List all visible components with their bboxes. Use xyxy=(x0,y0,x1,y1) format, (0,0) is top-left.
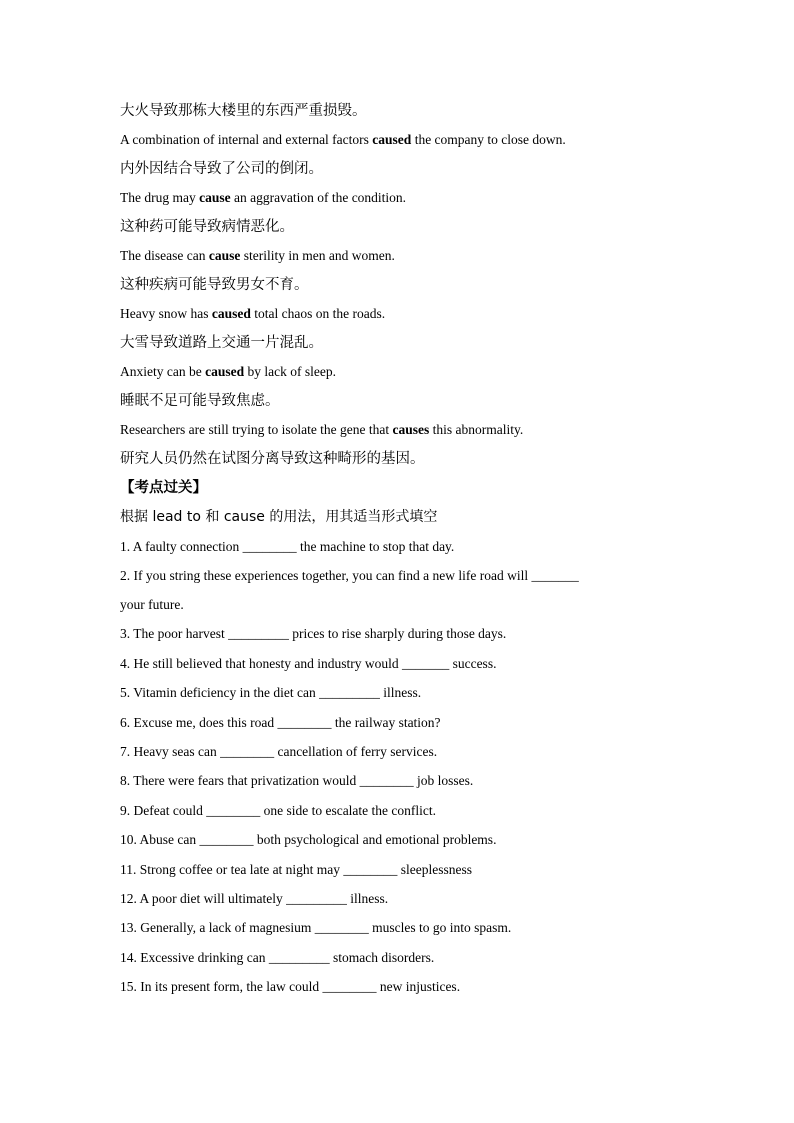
question-item: 2. If you string these experiences together, you can find a new life road will _______ xyxy=(120,568,579,584)
question-item: 15. In its present form, the law could ________ new injustices. xyxy=(120,979,461,995)
question-item: 5. Vitamin deficiency in the diet can _________ illness. xyxy=(120,685,422,701)
example-en: The drug may cause an aggravation of the condition. xyxy=(120,190,407,205)
question-item: 7. Heavy seas can ________ cancellation of ferry services. xyxy=(120,743,438,759)
question-item: 13. Generally, a lack of magnesium ________ muscles to go into spasm. xyxy=(120,920,512,936)
example-cn: 这种药可能导致病情恶化。 xyxy=(120,219,294,235)
question-item-continuation: your future. xyxy=(120,597,184,613)
exercise-instruction: 根据 lead to 和 cause 的用法，用其适当形式填空 xyxy=(120,509,438,525)
question-item: 10. Abuse can ________ both psychological and emotional problems. xyxy=(120,832,497,848)
question-item: 3. The poor harvest _________ prices to rise sharply during those days. xyxy=(120,626,507,642)
example-en: Anxiety can be caused by lack of sleep. xyxy=(120,364,336,379)
question-item: 14. Excessive drinking can _________ stomach disorders. xyxy=(120,949,435,965)
question-item: 9. Defeat could ________ one side to escalate the conflict. xyxy=(120,802,437,818)
question-item: 4. He still believed that honesty and industry would _______ success. xyxy=(120,655,497,671)
question-item: 6. Excuse me, does this road ________ the railway station? xyxy=(120,714,441,730)
example-cn: 研究人员仍然在试图分离导致这种畸形的基因。 xyxy=(120,451,425,467)
document-content xyxy=(120,96,680,1001)
example-cn: 内外因结合导致了公司的倒闭。 xyxy=(120,161,323,177)
question-item: 11. Strong coffee or tea late at night may ________ sleeplessness xyxy=(120,861,473,877)
keyword: causes xyxy=(392,422,430,437)
example-cn: 大雪导致道路上交通一片混乱。 xyxy=(120,335,323,351)
question-item: 1. A faulty connection ________ the machine to stop that day. xyxy=(120,539,455,554)
section-heading: 【考点过关】 xyxy=(120,480,207,496)
keyword: cause xyxy=(208,248,241,263)
question-item: 12. A poor diet will ultimately _________ illness. xyxy=(120,890,389,906)
example-en: Researchers are still trying to isolate the gene that causes this abnormality. xyxy=(120,422,524,437)
example-en: The disease can cause sterility in men and women. xyxy=(120,248,395,263)
keyword: cause xyxy=(199,190,231,205)
question-item: 8. There were fears that privatization would ________ job losses. xyxy=(120,773,474,789)
example-en: Heavy snow has caused total chaos on the roads. xyxy=(120,306,386,321)
example-cn: 睡眠不足可能导致焦虑。 xyxy=(120,393,280,409)
example-cn: 大火导致那栋大楼里的东西严重损毁。 xyxy=(120,103,367,119)
example-cn: 这种疾病可能导致男女不育。 xyxy=(120,277,309,293)
keyword: caused xyxy=(205,364,245,379)
example-en: A combination of internal and external factors caused the company to close down. xyxy=(120,132,566,147)
keyword: caused xyxy=(372,132,412,147)
keyword: caused xyxy=(211,306,251,321)
